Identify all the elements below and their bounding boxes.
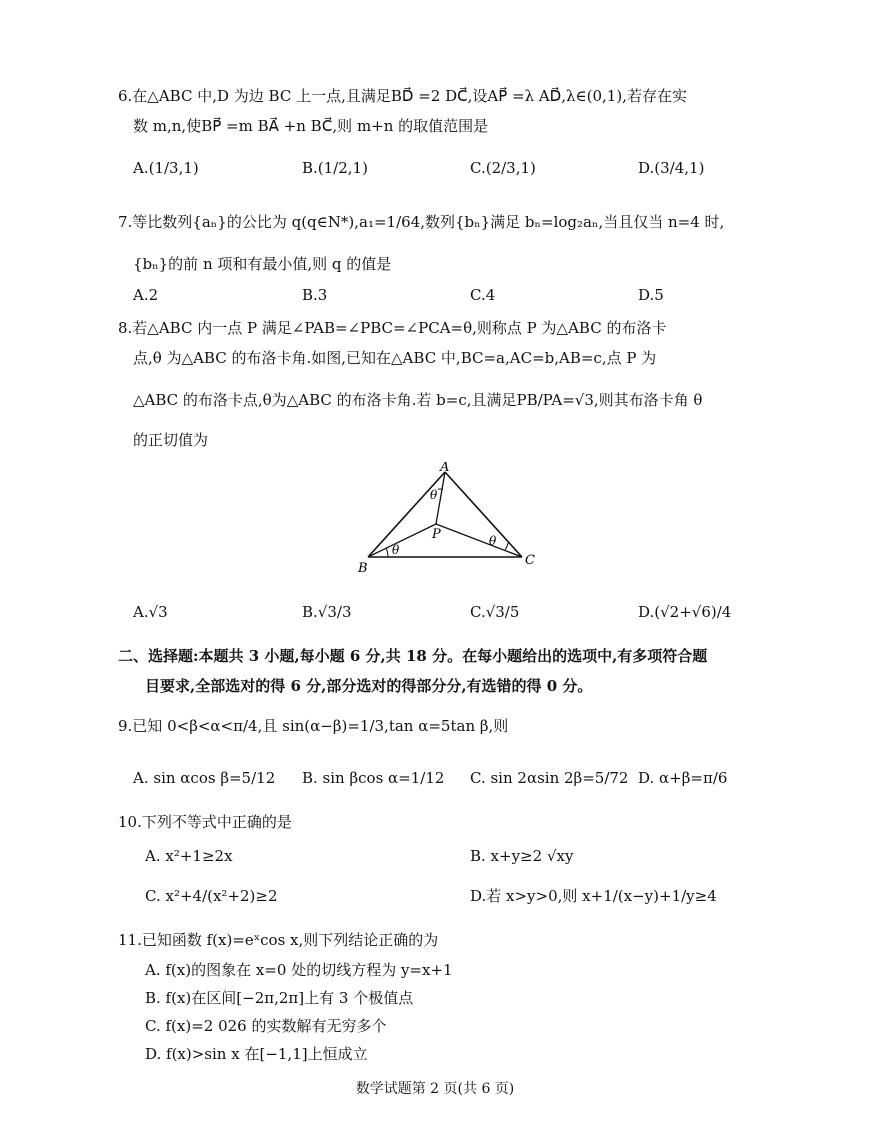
page-footer: 数学试题第 2 页(共 6 页): [355, 1081, 515, 1097]
q8-stem-line2: 点,θ 为△ABC 的布洛卡角.如图,已知在△ABC 中,BC=a,AC=b,AB=c,点 P 为: [133, 349, 657, 367]
q6-option-b: B.(1/2,1): [302, 159, 368, 177]
edge-ac: [445, 472, 522, 557]
angle-arc-c: [505, 543, 508, 550]
q6-stem-line2: 数 m,n,使BP⃗ =m BA⃗ +n BC⃗,则 m+n 的取值范围是: [133, 117, 489, 135]
q10-option-a: A. x²+1≥2x: [145, 847, 233, 865]
q9-stem: 9.已知 0<β<α<π/4,且 sin(α−β)=1/3,tan α=5tan β,则: [118, 717, 509, 735]
section2-heading-line1: 二、选择题:本题共 3 小题,每小题 6 分,共 18 分。在每小题给出的选项中,有多项符合题: [118, 647, 708, 665]
label-theta-b: θ: [392, 543, 400, 557]
q11-stem: 11.已知函数 f(x)=eˣcos x,则下列结论正确的为: [118, 931, 439, 949]
q9-option-d: D. α+β=π/6: [638, 769, 728, 787]
label-c: C: [525, 553, 535, 568]
q7-stem-line2: {bₙ}的前 n 项和有最小值,则 q 的值是: [133, 255, 392, 273]
segment-cp: [436, 524, 522, 557]
label-b: B: [358, 561, 368, 576]
q7-option-a: A.2: [133, 286, 159, 304]
q6-option-c: C.(2/3,1): [470, 159, 536, 177]
q8-stem-line4: 的正切值为: [133, 431, 209, 449]
label-theta-c: θ: [489, 534, 497, 548]
q8-option-b: B.√3/3: [302, 603, 352, 621]
label-theta-a: θ: [430, 488, 438, 502]
q8-stem-line1: 8.若△ABC 内一点 P 满足∠PAB=∠PBC=∠PCA=θ,则称点 P 为△ABC 的布洛卡: [118, 319, 667, 337]
q10-stem: 10.下列不等式中正确的是: [118, 813, 292, 831]
q9-option-a: A. sin αcos β=5/12: [133, 769, 276, 787]
q7-stem-line1: 7.等比数列{aₙ}的公比为 q(q∈N*),a₁=1/64,数列{bₙ}满足 bₙ=log₂aₙ,当且仅当 n=4 时,: [118, 213, 725, 231]
q6-stem-line1: 6.在△ABC 中,D 为边 BC 上一点,且满足BD⃗ =2 DC⃗,设AP⃗ =λ AD⃗,λ∈(0,1),若存在实: [118, 87, 687, 105]
q9-option-c: C. sin 2αsin 2β=5/72: [470, 769, 629, 787]
q7-option-d: D.5: [638, 286, 664, 304]
brocard-triangle-figure: [350, 462, 550, 582]
q11-option-d: D. f(x)>sin x 在[−1,1]上恒成立: [145, 1045, 368, 1063]
q8-option-d: D.(√2+√6)/4: [638, 603, 732, 621]
q10-option-d: D.若 x>y>0,则 x+1/(x−y)+1/y≥4: [470, 887, 717, 905]
segment-bp: [368, 524, 436, 557]
q10-option-b: B. x+y≥2 √xy: [470, 847, 574, 865]
q10-option-c: C. x²+4/(x²+2)≥2: [145, 887, 278, 905]
q11-option-b: B. f(x)在区间[−2π,2π]上有 3 个极值点: [145, 989, 414, 1007]
q9-option-b: B. sin βcos α=1/12: [302, 769, 445, 787]
q7-option-c: C.4: [470, 286, 496, 304]
section2-heading-line2: 目要求,全部选对的得 6 分,部分选对的得部分分,有选错的得 0 分。: [145, 677, 593, 695]
q8-option-a: A.√3: [133, 603, 168, 621]
q6-option-a: A.(1/3,1): [133, 159, 199, 177]
q11-option-a: A. f(x)的图象在 x=0 处的切线方程为 y=x+1: [145, 961, 453, 979]
q8-option-c: C.√3/5: [470, 603, 520, 621]
q8-stem-line3: △ABC 的布洛卡点,θ为△ABC 的布洛卡角.若 b=c,且满足PB/PA=√3,则其布洛卡角 θ: [133, 391, 703, 409]
label-p: P: [432, 527, 441, 542]
edge-ab: [368, 472, 445, 557]
q6-option-d: D.(3/4,1): [638, 159, 705, 177]
angle-arc-b: [386, 548, 388, 557]
q7-option-b: B.3: [302, 286, 328, 304]
q11-option-c: C. f(x)=2 026 的实数解有无穷多个: [145, 1017, 387, 1035]
label-a: A: [440, 462, 450, 475]
